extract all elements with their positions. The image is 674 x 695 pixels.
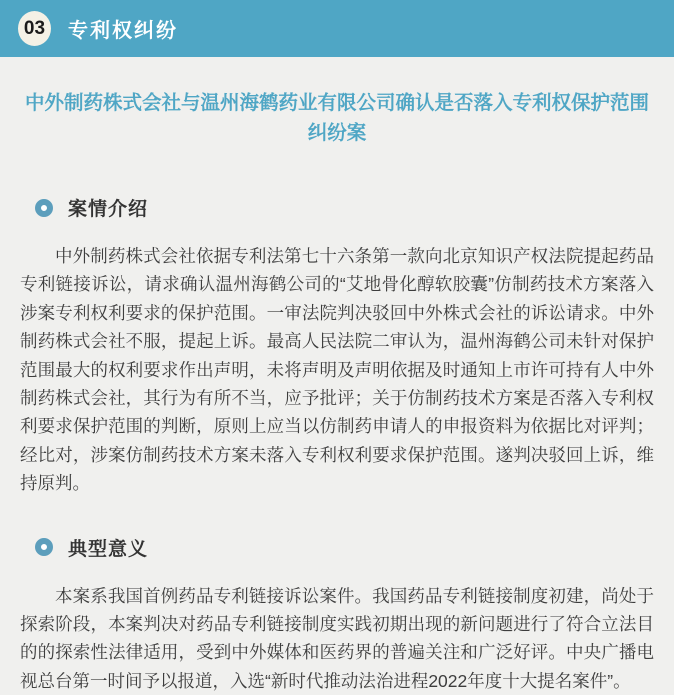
section-body-typical-significance: 本案系我国首例药品专利链接诉讼案件。我国药品专利链接制度初建，尚处于探索阶段，本案判决对药品专利链接制度实践初期出现的新问题进行了符合立法目的的探索性法律适用，受到中外媒体和医药界的普遍关注和广泛好评。中央广播电视总台第一时间予以报道，入选“新时代推动法治进程2022年度十大提名案件”。 xyxy=(20,585,654,691)
bullet-circle-icon xyxy=(35,199,53,217)
category-header-bar xyxy=(0,0,674,57)
section-header-case-introduction xyxy=(35,194,674,221)
case-title: 中外制药株式会社与温州海鹤药业有限公司确认是否落入专利权保护范围纠纷案 xyxy=(24,92,649,144)
section-body-case-introduction: 中外制药株式会社依据专利法第七十六条第一款向北京知识产权法院提起药品专利链接诉讼，请求确认温州海鹤公司的“艾地骨化醇软胶囊”仿制药技术方案落入涉案专利权利要求的保护范围。一审法院判决驳回中外株式会社的诉讼请求。中外制药株式会社不服，提起上诉。最高人民法院二审认为，温州海鹤公司未针对保护范围最大的权利要求作出声明，未将声明及声明依据及时通知上市许可持有人中外制药株式会社，其行为有所不当，应予批评；关于仿制药技术方案是否落入专利权利要求保护范围的判断，原则上应当以仿制药申请人的申报资料为依据比对评判；经比对，涉案仿制药技术方案未落入专利权利要求保护范围。遂判决驳回上诉，维持原判。 xyxy=(20,246,654,494)
section-heading-case-introduction: 案情介绍 xyxy=(68,199,149,220)
section-header-typical-significance xyxy=(35,534,674,561)
category-number-badge: 03 xyxy=(18,11,51,46)
section-typical-significance xyxy=(0,534,674,695)
bullet-circle-icon xyxy=(35,538,53,556)
section-case-introduction xyxy=(0,194,674,498)
category-title: 专利权纠纷 xyxy=(68,20,178,42)
section-heading-typical-significance: 典型意义 xyxy=(68,538,149,560)
case-document xyxy=(0,88,674,695)
